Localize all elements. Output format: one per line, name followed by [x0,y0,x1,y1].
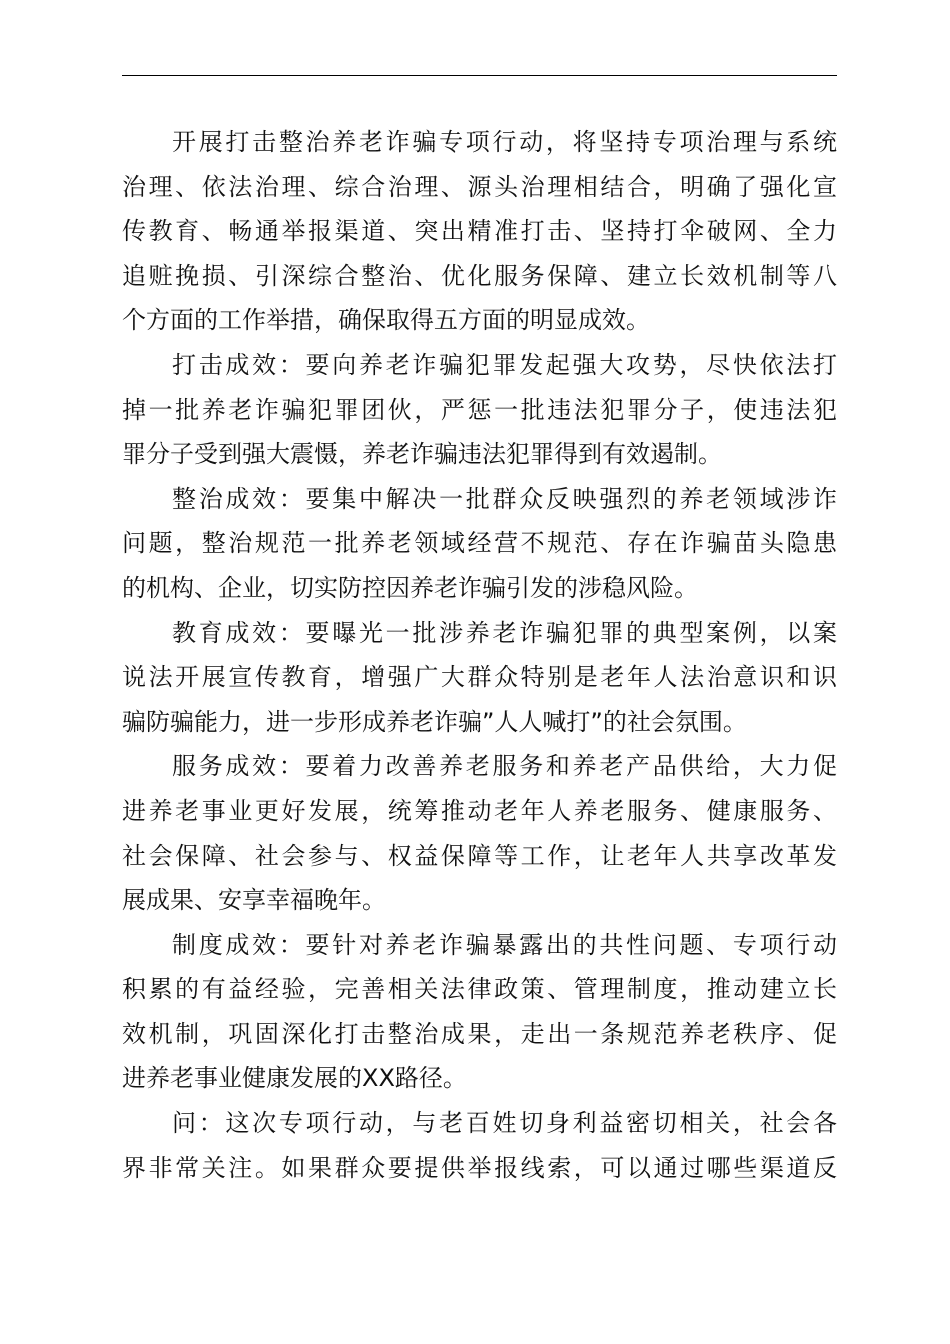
paragraph-institutional-results [122,923,837,1101]
header-rule [122,75,837,76]
text-line: 教育成效：要曝光一批涉养老诈骗犯罪的典型案例，以案 [172,618,837,647]
text-line: 制度成效：要针对养老诈骗暴露出的共性问题、专项行动 [172,930,837,959]
paragraph-rectification-results [122,477,837,611]
text-line: 积累的有益经验，完善相关法律政策、管理制度，推动建立长 [122,975,837,1004]
text-line: 效机制，巩固深化打击整治成果，走出一条规范养老秩序、促 [122,1019,837,1048]
text-line: 打击成效：要向养老诈骗犯罪发起强大攻势，尽快依法打 [172,350,837,379]
text-line: 追赃挽损、引深综合整治、优化服务保障、建立长效机制等八 [122,261,837,290]
paragraph-service-results [122,744,837,922]
text-line: 的机构、企业，切实防控因养老诈骗引发的涉稳风险。 [122,573,698,602]
text-line: 掉一批养老诈骗犯罪团伙，严惩一批违法犯罪分子，使违法犯 [122,395,837,424]
text-line: 治理、依法治理、综合治理、源头治理相结合，明确了强化宣 [122,172,837,201]
text-line: 整治成效：要集中解决一批群众反映强烈的养老领域涉诈 [172,484,837,513]
text-line: 服务成效：要着力改善养老服务和养老产品供给，大力促 [172,752,837,781]
document-body [122,120,837,1190]
paragraph-intro [122,120,837,343]
text-line: 界非常关注。如果群众要提供举报线索，可以通过哪些渠道反 [122,1153,837,1182]
text-line: 问题，整治规范一批养老领域经营不规范、存在诈骗苗头隐患 [122,529,837,558]
text-line: 说法开展宣传教育，增强广大群众特别是老年人法治意识和识 [122,663,837,692]
text-line: 开展打击整治养老诈骗专项行动，将坚持专项治理与系统 [172,128,837,156]
text-line: 社会保障、社会参与、权益保障等工作，让老年人共享改革发 [122,841,837,870]
text-line: 传教育、畅通举报渠道、突出精准打击、坚持打伞破网、全力 [122,217,837,246]
text-line: 骗防骗能力，进一步形成养老诈骗”人人喊打”的社会氛围。 [122,707,747,736]
text-line: 进养老事业更好发展，统筹推动老年人养老服务、健康服务、 [122,796,837,825]
text-line: 个方面的工作举措，确保取得五方面的明显成效。 [122,306,650,335]
paragraph-strike-results [122,343,837,477]
text-line: 进养老事业健康发展的XX路径。 [122,1064,467,1093]
text-line: 罪分子受到强大震慑，养老诈骗违法犯罪得到有效遏制。 [122,440,722,469]
paragraph-question [122,1101,837,1190]
paragraph-education-results [122,611,837,745]
text-line: 展成果、安享幸福晚年。 [122,886,386,915]
text-line: 问：这次专项行动，与老百姓切身利益密切相关，社会各 [172,1109,837,1138]
